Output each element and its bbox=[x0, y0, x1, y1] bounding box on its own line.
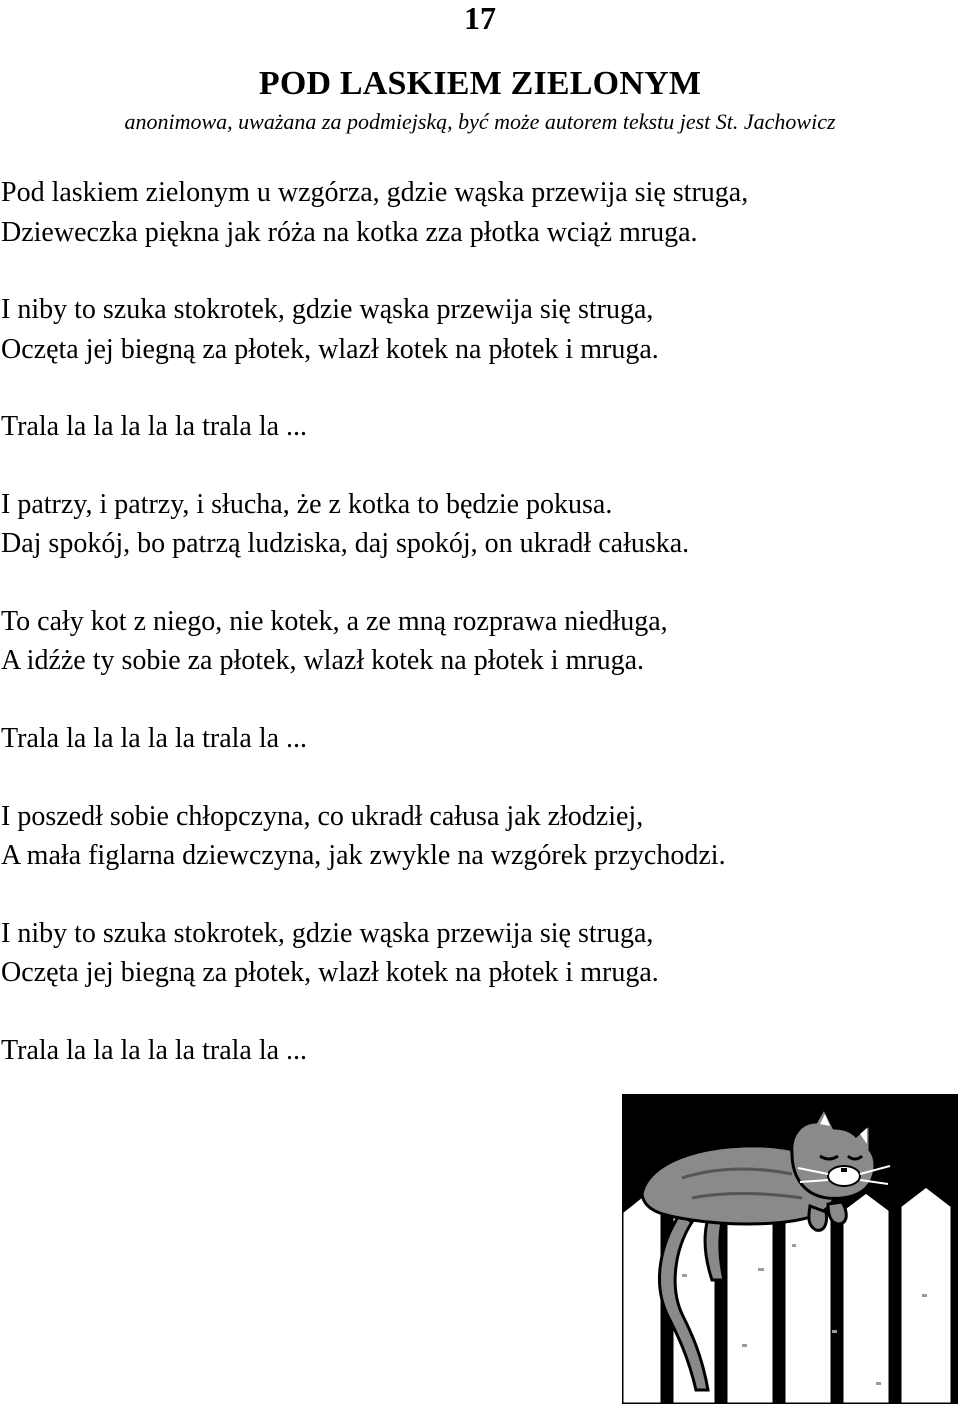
poem-line: Oczęta jej biegną za płotek, wlazł kotek na płotek i mruga. bbox=[1, 957, 659, 988]
poem-line: A mała figlarna dziewczyna, jak zwykle na wzgórek przychodzi. bbox=[1, 840, 726, 871]
page-title: POD LASKIEM ZIELONYM bbox=[258, 65, 702, 102]
poem-line: Pod laskiem zielonym u wzgórza, gdzie wąska przewija się struga, bbox=[1, 177, 749, 208]
poem-refrain: Trala la la la la la trala la ... bbox=[1, 1035, 308, 1066]
page-number: 17 bbox=[464, 0, 496, 36]
poem-line: Dzieweczka piękna jak róża na kotka zza płotka wciąż mruga. bbox=[1, 217, 698, 248]
poem-line: I poszedł sobie chłopczyna, co ukradł całusa jak złodziej, bbox=[1, 801, 644, 832]
page-subtitle: anonimowa, uważana za podmiejską, być może autorem tekstu jest St. Jachowicz bbox=[124, 109, 836, 134]
poem-line: I niby to szuka stokrotek, gdzie wąska przewija się struga, bbox=[1, 918, 654, 949]
poem-line: A idźże ty sobie za płotek, wlazł kotek na płotek i mruga. bbox=[1, 645, 645, 676]
poem-refrain: Trala la la la la la trala la ... bbox=[1, 411, 308, 442]
cat-on-fence-icon bbox=[622, 1094, 958, 1404]
poem-line: Oczęta jej biegną za płotek, wlazł kotek na płotek i mruga. bbox=[1, 334, 659, 365]
poem-refrain: Trala la la la la la trala la ... bbox=[1, 723, 308, 754]
cat-paw bbox=[828, 1202, 846, 1224]
cat-paw bbox=[809, 1206, 827, 1230]
poem-line: To cały kot z niego, nie kotek, a ze mną rozprawa niedługa, bbox=[1, 606, 668, 637]
poem-line: I patrzy, i patrzy, i słucha, że z kotka to będzie pokusa. bbox=[1, 489, 613, 520]
poem-line: Daj spokój, bo patrzą ludziska, daj spokój, on ukradł całuska. bbox=[1, 528, 690, 559]
poem-line: I niby to szuka stokrotek, gdzie wąska przewija się struga, bbox=[1, 294, 654, 325]
cat-leg bbox=[705, 1218, 724, 1280]
